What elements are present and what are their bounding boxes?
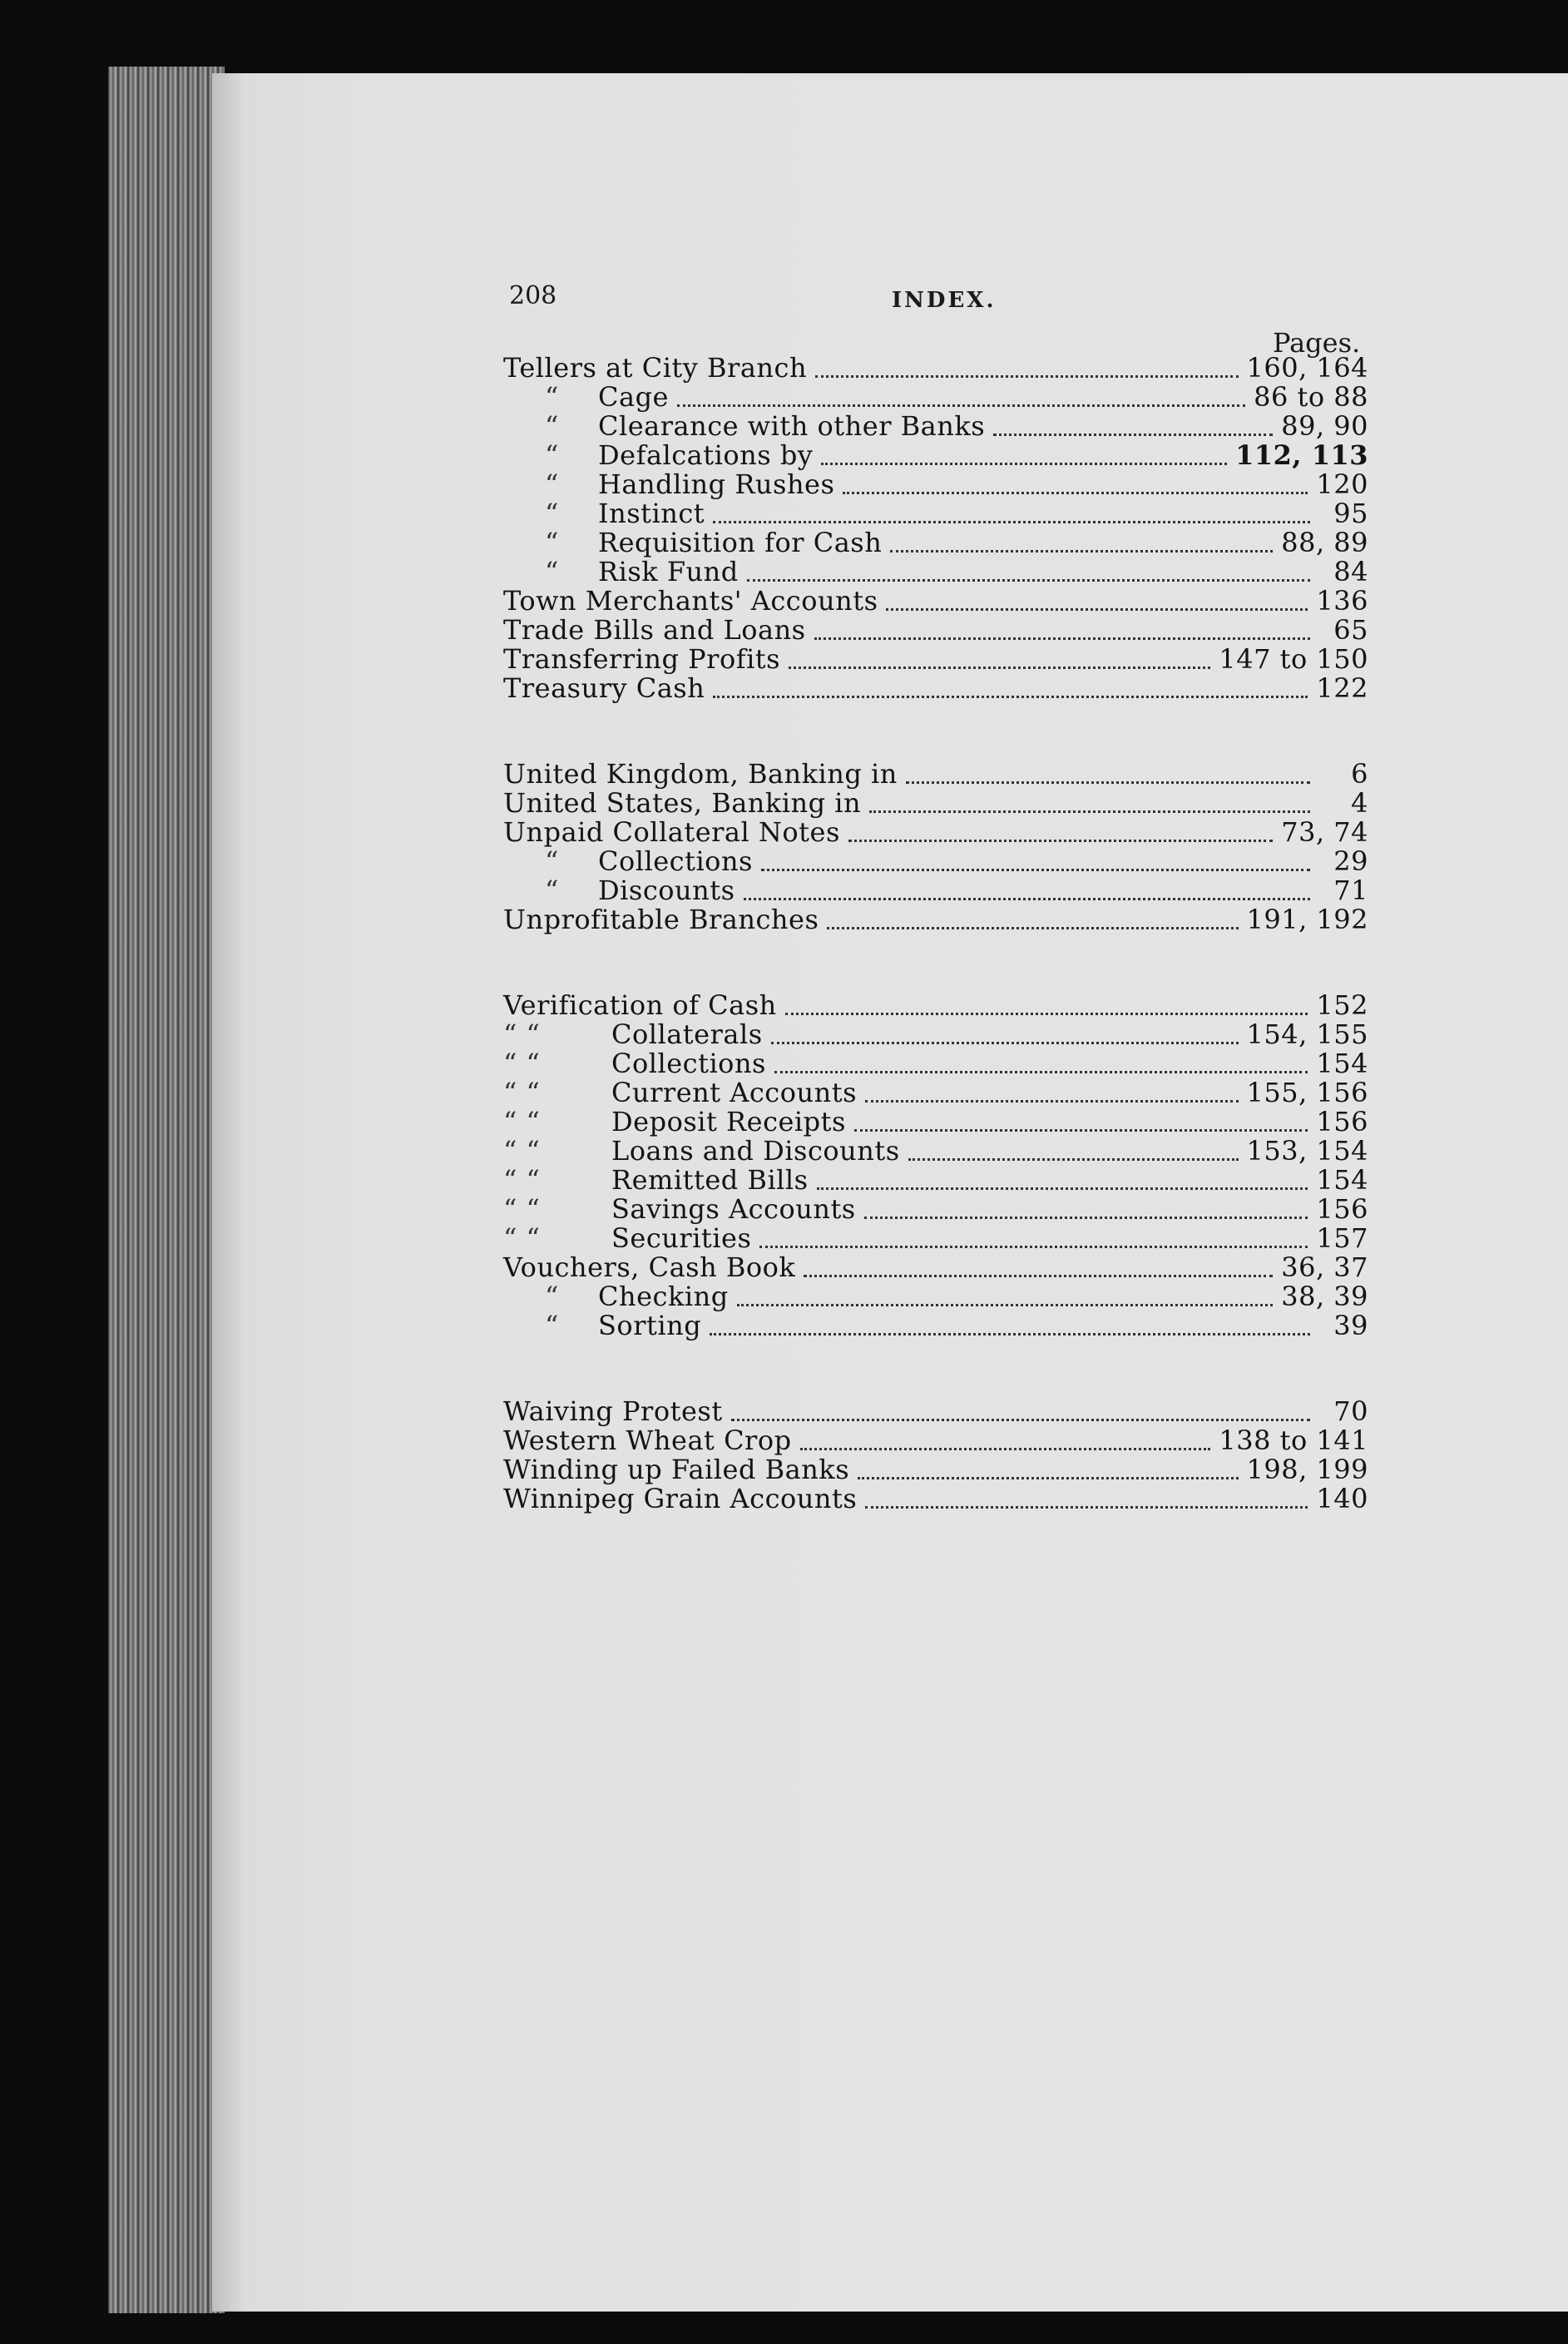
index-entry — [503, 1484, 1368, 1514]
dot-leader — [864, 1207, 1308, 1219]
index-term: Collaterals — [611, 1018, 763, 1050]
ditto-mark: “ “ — [503, 1048, 541, 1079]
index-entry — [503, 1166, 1368, 1195]
index-term: Winnipeg Grain Accounts — [503, 1483, 858, 1514]
index-entry — [503, 1078, 1368, 1108]
index-group — [503, 1397, 1368, 1514]
ditto-mark: “ — [545, 1310, 559, 1341]
index-term: Checking — [598, 1281, 729, 1312]
index-term: Deposit Receipts — [611, 1106, 846, 1137]
index-entry — [503, 470, 1368, 499]
dot-leader — [774, 1061, 1308, 1073]
dot-leader — [804, 1265, 1273, 1277]
page-reference: 154 — [1316, 1164, 1368, 1196]
dot-leader — [713, 511, 1310, 523]
index-term: Instinct — [598, 498, 705, 529]
index-term: Handling Rushes — [598, 468, 835, 500]
ditto-mark: “ — [545, 410, 559, 442]
page-reference: 156 — [1316, 1193, 1368, 1225]
index-entry — [503, 383, 1368, 412]
page-reference: 153, 154 — [1246, 1135, 1368, 1167]
index-term: Risk Fund — [598, 556, 739, 587]
dot-leader — [908, 1148, 1239, 1161]
index-entry — [503, 847, 1368, 876]
index-term: Town Merchants' Accounts — [503, 585, 878, 617]
dot-leader — [789, 657, 1210, 669]
index-term: Collections — [611, 1048, 766, 1079]
page-reference: 65 — [1333, 614, 1368, 646]
dot-leader — [785, 1003, 1308, 1015]
index-entry — [503, 354, 1368, 383]
ditto-mark: “ — [545, 439, 559, 471]
page-reference: 120 — [1316, 468, 1368, 500]
index-entry — [503, 558, 1368, 587]
dot-leader — [713, 686, 1308, 698]
index-entry — [503, 645, 1368, 674]
dot-leader — [858, 1467, 1238, 1479]
index-entry — [503, 587, 1368, 616]
ditto-mark: “ “ — [503, 1018, 541, 1050]
index-term: Sorting — [598, 1310, 702, 1341]
dot-leader — [737, 1294, 1274, 1306]
index-entry — [503, 905, 1368, 934]
page-reference: 138 to 141 — [1219, 1425, 1368, 1456]
page-reference: 136 — [1316, 585, 1368, 617]
index-term: Remitted Bills — [611, 1164, 809, 1196]
page-reference: 155, 156 — [1246, 1077, 1368, 1108]
index-group — [503, 991, 1368, 1340]
index-entry — [503, 1049, 1368, 1078]
index-term: Securities — [611, 1222, 752, 1254]
page-reference: 140 — [1316, 1483, 1368, 1514]
dot-leader — [817, 1177, 1308, 1190]
page-reference: 71 — [1333, 875, 1368, 906]
index-term: Cage — [598, 381, 669, 413]
index-entry — [503, 1224, 1368, 1253]
ditto-mark: “ “ — [503, 1077, 541, 1108]
index-group — [503, 760, 1368, 934]
index-term: Unpaid Collateral Notes — [503, 816, 840, 848]
index-term: Verification of Cash — [503, 989, 777, 1021]
index-entry — [503, 1311, 1368, 1340]
dot-leader — [993, 424, 1273, 436]
page-reference: 88, 89 — [1281, 527, 1368, 558]
index-term: Requisition for Cash — [598, 527, 883, 558]
index-term: Clearance with other Banks — [598, 410, 986, 442]
page-reference: 86 to 88 — [1254, 381, 1368, 413]
index-group — [503, 354, 1368, 703]
dot-leader — [744, 888, 1311, 900]
dot-leader — [886, 598, 1308, 611]
page-reference: 38, 39 — [1281, 1281, 1368, 1312]
index-term: Waiving Protest — [503, 1395, 723, 1427]
dot-leader — [890, 540, 1273, 553]
index-entry — [503, 616, 1368, 645]
page-reference: 39 — [1333, 1310, 1368, 1341]
page-reference: 154 — [1316, 1048, 1368, 1079]
page-reference: 191, 192 — [1246, 904, 1368, 935]
index-term: Defalcations by — [598, 439, 814, 471]
dot-leader — [710, 1323, 1310, 1336]
index-entry — [503, 789, 1368, 818]
ditto-mark: “ “ — [503, 1135, 541, 1167]
index-term: Unprofitable Branches — [503, 904, 819, 935]
index-entry — [503, 674, 1368, 703]
dot-leader — [747, 569, 1310, 582]
page-reference: 29 — [1333, 845, 1368, 877]
page-reference: 89, 90 — [1281, 410, 1368, 442]
ditto-mark: “ — [545, 875, 559, 906]
page-reference: 160, 164 — [1246, 352, 1368, 384]
index-entry — [503, 1397, 1368, 1426]
ditto-mark: “ “ — [503, 1193, 541, 1225]
dot-leader — [848, 830, 1273, 842]
page-reference: 122 — [1316, 672, 1368, 704]
dot-leader — [843, 482, 1308, 494]
index-term: Treasury Cash — [503, 672, 705, 704]
dot-leader — [854, 1119, 1308, 1132]
page-reference: 112, 113 — [1235, 439, 1368, 471]
page-reference: 95 — [1333, 498, 1368, 529]
index-entry — [503, 1455, 1368, 1484]
index-entry — [503, 1253, 1368, 1282]
dot-leader — [771, 1032, 1239, 1044]
index-title: INDEX. — [892, 288, 997, 313]
index-entry — [503, 1195, 1368, 1224]
page-reference: 156 — [1316, 1106, 1368, 1137]
dot-leader — [906, 771, 1310, 784]
page-reference: 154, 155 — [1246, 1018, 1368, 1050]
dot-leader — [821, 453, 1227, 465]
page-reference: 157 — [1316, 1222, 1368, 1254]
dot-leader — [865, 1090, 1239, 1103]
index-term: Savings Accounts — [611, 1193, 856, 1225]
dot-leader — [759, 1236, 1308, 1248]
index-term: United States, Banking in — [503, 787, 862, 819]
index-entries — [503, 354, 1368, 1570]
book-spine-edge — [108, 67, 225, 2313]
index-entry — [503, 1020, 1368, 1049]
ditto-mark: “ — [545, 556, 559, 587]
ditto-mark: “ — [545, 498, 559, 529]
index-entry — [503, 876, 1368, 905]
page-reference: 152 — [1316, 989, 1368, 1021]
index-entry — [503, 991, 1368, 1020]
dot-leader — [869, 800, 1310, 813]
dot-leader — [865, 1496, 1308, 1509]
dot-leader — [827, 917, 1238, 929]
index-entry — [503, 1282, 1368, 1311]
ditto-mark: “ “ — [503, 1106, 541, 1137]
ditto-mark: “ — [545, 381, 559, 413]
dot-leader — [800, 1438, 1211, 1450]
page-reference: 73, 74 — [1281, 816, 1368, 848]
index-entry — [503, 499, 1368, 528]
index-term: Discounts — [598, 875, 735, 906]
page-header — [509, 281, 1374, 315]
dot-leader — [815, 365, 1238, 378]
index-entry — [503, 528, 1368, 558]
index-entry — [503, 818, 1368, 847]
index-term: United Kingdom, Banking in — [503, 758, 898, 790]
index-entry — [503, 1108, 1368, 1137]
index-entry — [503, 1137, 1368, 1166]
index-term: Winding up Failed Banks — [503, 1454, 850, 1485]
index-term: Transferring Profits — [503, 643, 781, 675]
dot-leader — [761, 859, 1310, 871]
index-term: Tellers at City Branch — [503, 352, 808, 384]
ditto-mark: “ “ — [503, 1222, 541, 1254]
page-reference: 70 — [1333, 1395, 1368, 1427]
dot-leader — [677, 394, 1245, 407]
index-entry — [503, 1426, 1368, 1455]
ditto-mark: “ — [545, 1281, 559, 1312]
index-term: Loans and Discounts — [611, 1135, 900, 1167]
page-reference: 6 — [1351, 758, 1368, 790]
ditto-mark: “ — [545, 527, 559, 558]
ditto-mark: “ “ — [503, 1164, 541, 1196]
index-term: Vouchers, Cash Book — [503, 1251, 796, 1283]
page-reference: 4 — [1351, 787, 1368, 819]
index-term: Western Wheat Crop — [503, 1425, 792, 1456]
page-reference: 36, 37 — [1281, 1251, 1368, 1283]
page-reference: 198, 199 — [1246, 1454, 1368, 1485]
index-entry — [503, 441, 1368, 470]
index-entry — [503, 760, 1368, 789]
ditto-mark: “ — [545, 845, 559, 877]
dot-leader — [731, 1409, 1310, 1421]
index-entry — [503, 412, 1368, 441]
index-term: Current Accounts — [611, 1077, 857, 1108]
dot-leader — [814, 627, 1310, 640]
page-reference: 84 — [1333, 556, 1368, 587]
ditto-mark: “ — [545, 468, 559, 500]
page-number: 208 — [509, 281, 557, 310]
page-reference: 147 to 150 — [1219, 643, 1368, 675]
index-term: Trade Bills and Loans — [503, 614, 806, 646]
pages-column-label: Pages. — [1273, 327, 1361, 359]
index-term: Collections — [598, 845, 753, 877]
